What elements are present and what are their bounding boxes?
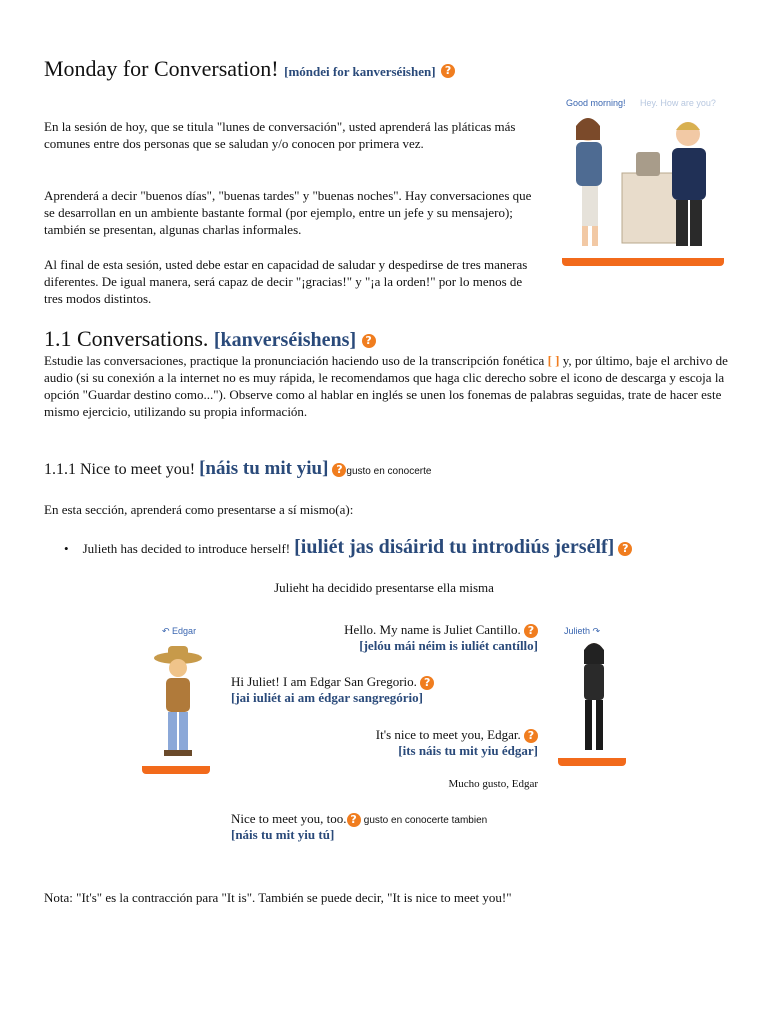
greeting-illustration	[562, 96, 724, 268]
office-people-image	[562, 108, 724, 258]
edgar-underline	[142, 766, 210, 774]
subsection-intro: En esta sección, aprenderá como presentarse a sí mismo(a):	[44, 502, 354, 517]
illustration-underline	[562, 258, 724, 266]
line-1-phonetic: [jelóu mái néim is iuliét cantíllo]	[359, 638, 538, 654]
intro-paragraph-1: En la sesión de hoy, que se titula "lunes de conversación", usted aprenderá las pláticas más comunes entre dos personas que se saludan y/o conocen por primera vez.	[44, 119, 516, 151]
julieth-underline	[558, 758, 626, 766]
edgar-label-text: Edgar	[172, 626, 197, 636]
julieth-label: Julieth ↷	[564, 626, 601, 636]
help-icon[interactable]: ?	[524, 729, 538, 743]
bullet-phonetic: [iuliét jas disáirid tu introdiús jersélf]	[294, 536, 615, 558]
line-4-text: Nice to meet you, too.	[231, 811, 347, 826]
section-heading	[44, 326, 376, 352]
dialogue-line-2	[231, 674, 434, 706]
help-icon[interactable]: ?	[441, 64, 455, 78]
line-2-phonetic: [jai iuliét ai am édgar sangregório]	[231, 690, 423, 706]
help-icon[interactable]: ?	[618, 542, 632, 556]
dialogue-line-4	[231, 811, 487, 843]
intro-paragraph-2: Aprenderá a decir "buenos días", "buenas tardes" y "buenas noches". Hay conversaciones que se desarrollan en un ambiente bastante formal (por ejemplo, entre un jefe y su mensajero); también se presentan, algunas charlas informales.	[44, 188, 532, 237]
phonetic-bracket-link[interactable]: [ ]	[547, 353, 560, 368]
line-4-phonetic: [náis tu mit yiu tú]	[231, 827, 335, 843]
julieth-figure	[558, 618, 628, 770]
julieth-label-text: Julieth	[564, 626, 591, 636]
subsection-phonetic: [náis tu mit yiu]	[199, 458, 329, 479]
cowboy-image	[150, 644, 206, 760]
dialogue-line-3	[376, 727, 538, 759]
line-3-translation: Mucho gusto, Edgar	[448, 778, 538, 790]
footnote: Nota: "It's" es la contracción para "It is". También se puede decir, "It is nice to meet you!"	[44, 890, 512, 905]
bullet-dot: •	[64, 541, 69, 556]
help-icon[interactable]: ?	[332, 463, 346, 477]
section-body-b: y, por último, baje el archivo de audio (si su conexión a la internet no es muy rápida, le recomendamos que haga clic derecho sobre el icono de descarga y escoja la opción "Guardar destino como..."). Observe como al hablar en inglés se unen los fonemas de palabras seguidas, trate de hacer este mismo ejercicio, utilizando su propia información.	[44, 353, 728, 419]
woman-figure-image	[572, 640, 616, 758]
subsection-heading-text: 1.1.1 Nice to meet you!	[44, 461, 196, 478]
line-3-text: It's nice to meet you, Edgar.	[375, 727, 521, 742]
bullet-text: Julieth has decided to introduce herself!	[82, 541, 291, 556]
caption-good-morning: Good morning!	[566, 98, 626, 108]
bullet-translation: Julieht ha decidido presentarse ella misma	[274, 580, 494, 595]
help-icon[interactable]: ?	[420, 676, 434, 690]
subsection-heading	[44, 458, 431, 480]
section-body	[44, 352, 734, 420]
line-3-phonetic: [its náis tu mit yiu édgar]	[398, 743, 538, 759]
caption-how-are-you: Hey. How are you?	[640, 98, 716, 108]
bullet-item	[64, 536, 632, 559]
help-icon[interactable]: ?	[524, 624, 538, 638]
title-text: Monday for Conversation!	[44, 56, 279, 81]
edgar-figure	[142, 622, 212, 776]
section-phonetic: [kanverséishens]	[213, 329, 357, 351]
section-body-a: Estudie las conversaciones, practique la pronunciación haciendo uso de la transcripción fonética	[44, 353, 545, 368]
line-1-text: Hello. My name is Juliet Cantillo.	[344, 622, 521, 637]
subsection-note: gusto en conocerte	[346, 466, 432, 477]
line-4-note: gusto en conocerte tambien	[363, 815, 488, 826]
page-title	[44, 56, 455, 82]
section-heading-text: 1.1 Conversations.	[44, 326, 209, 351]
edgar-label: ↶ Edgar	[162, 626, 197, 636]
help-icon[interactable]: ?	[362, 334, 376, 348]
title-phonetic: [móndei for kanverséishen]	[284, 64, 436, 79]
dialogue-line-1	[344, 622, 538, 654]
line-2-text: Hi Juliet! I am Edgar San Gregorio.	[231, 674, 417, 689]
help-icon[interactable]: ?	[347, 813, 361, 827]
intro-paragraph-3: Al final de esta sesión, usted debe estar en capacidad de saludar y despedirse de tres maneras diferentes. De igual manera, será capaz de decir "¡gracias!" y "¡a la orden!" por lo menos de tres modos distintos.	[44, 257, 528, 306]
